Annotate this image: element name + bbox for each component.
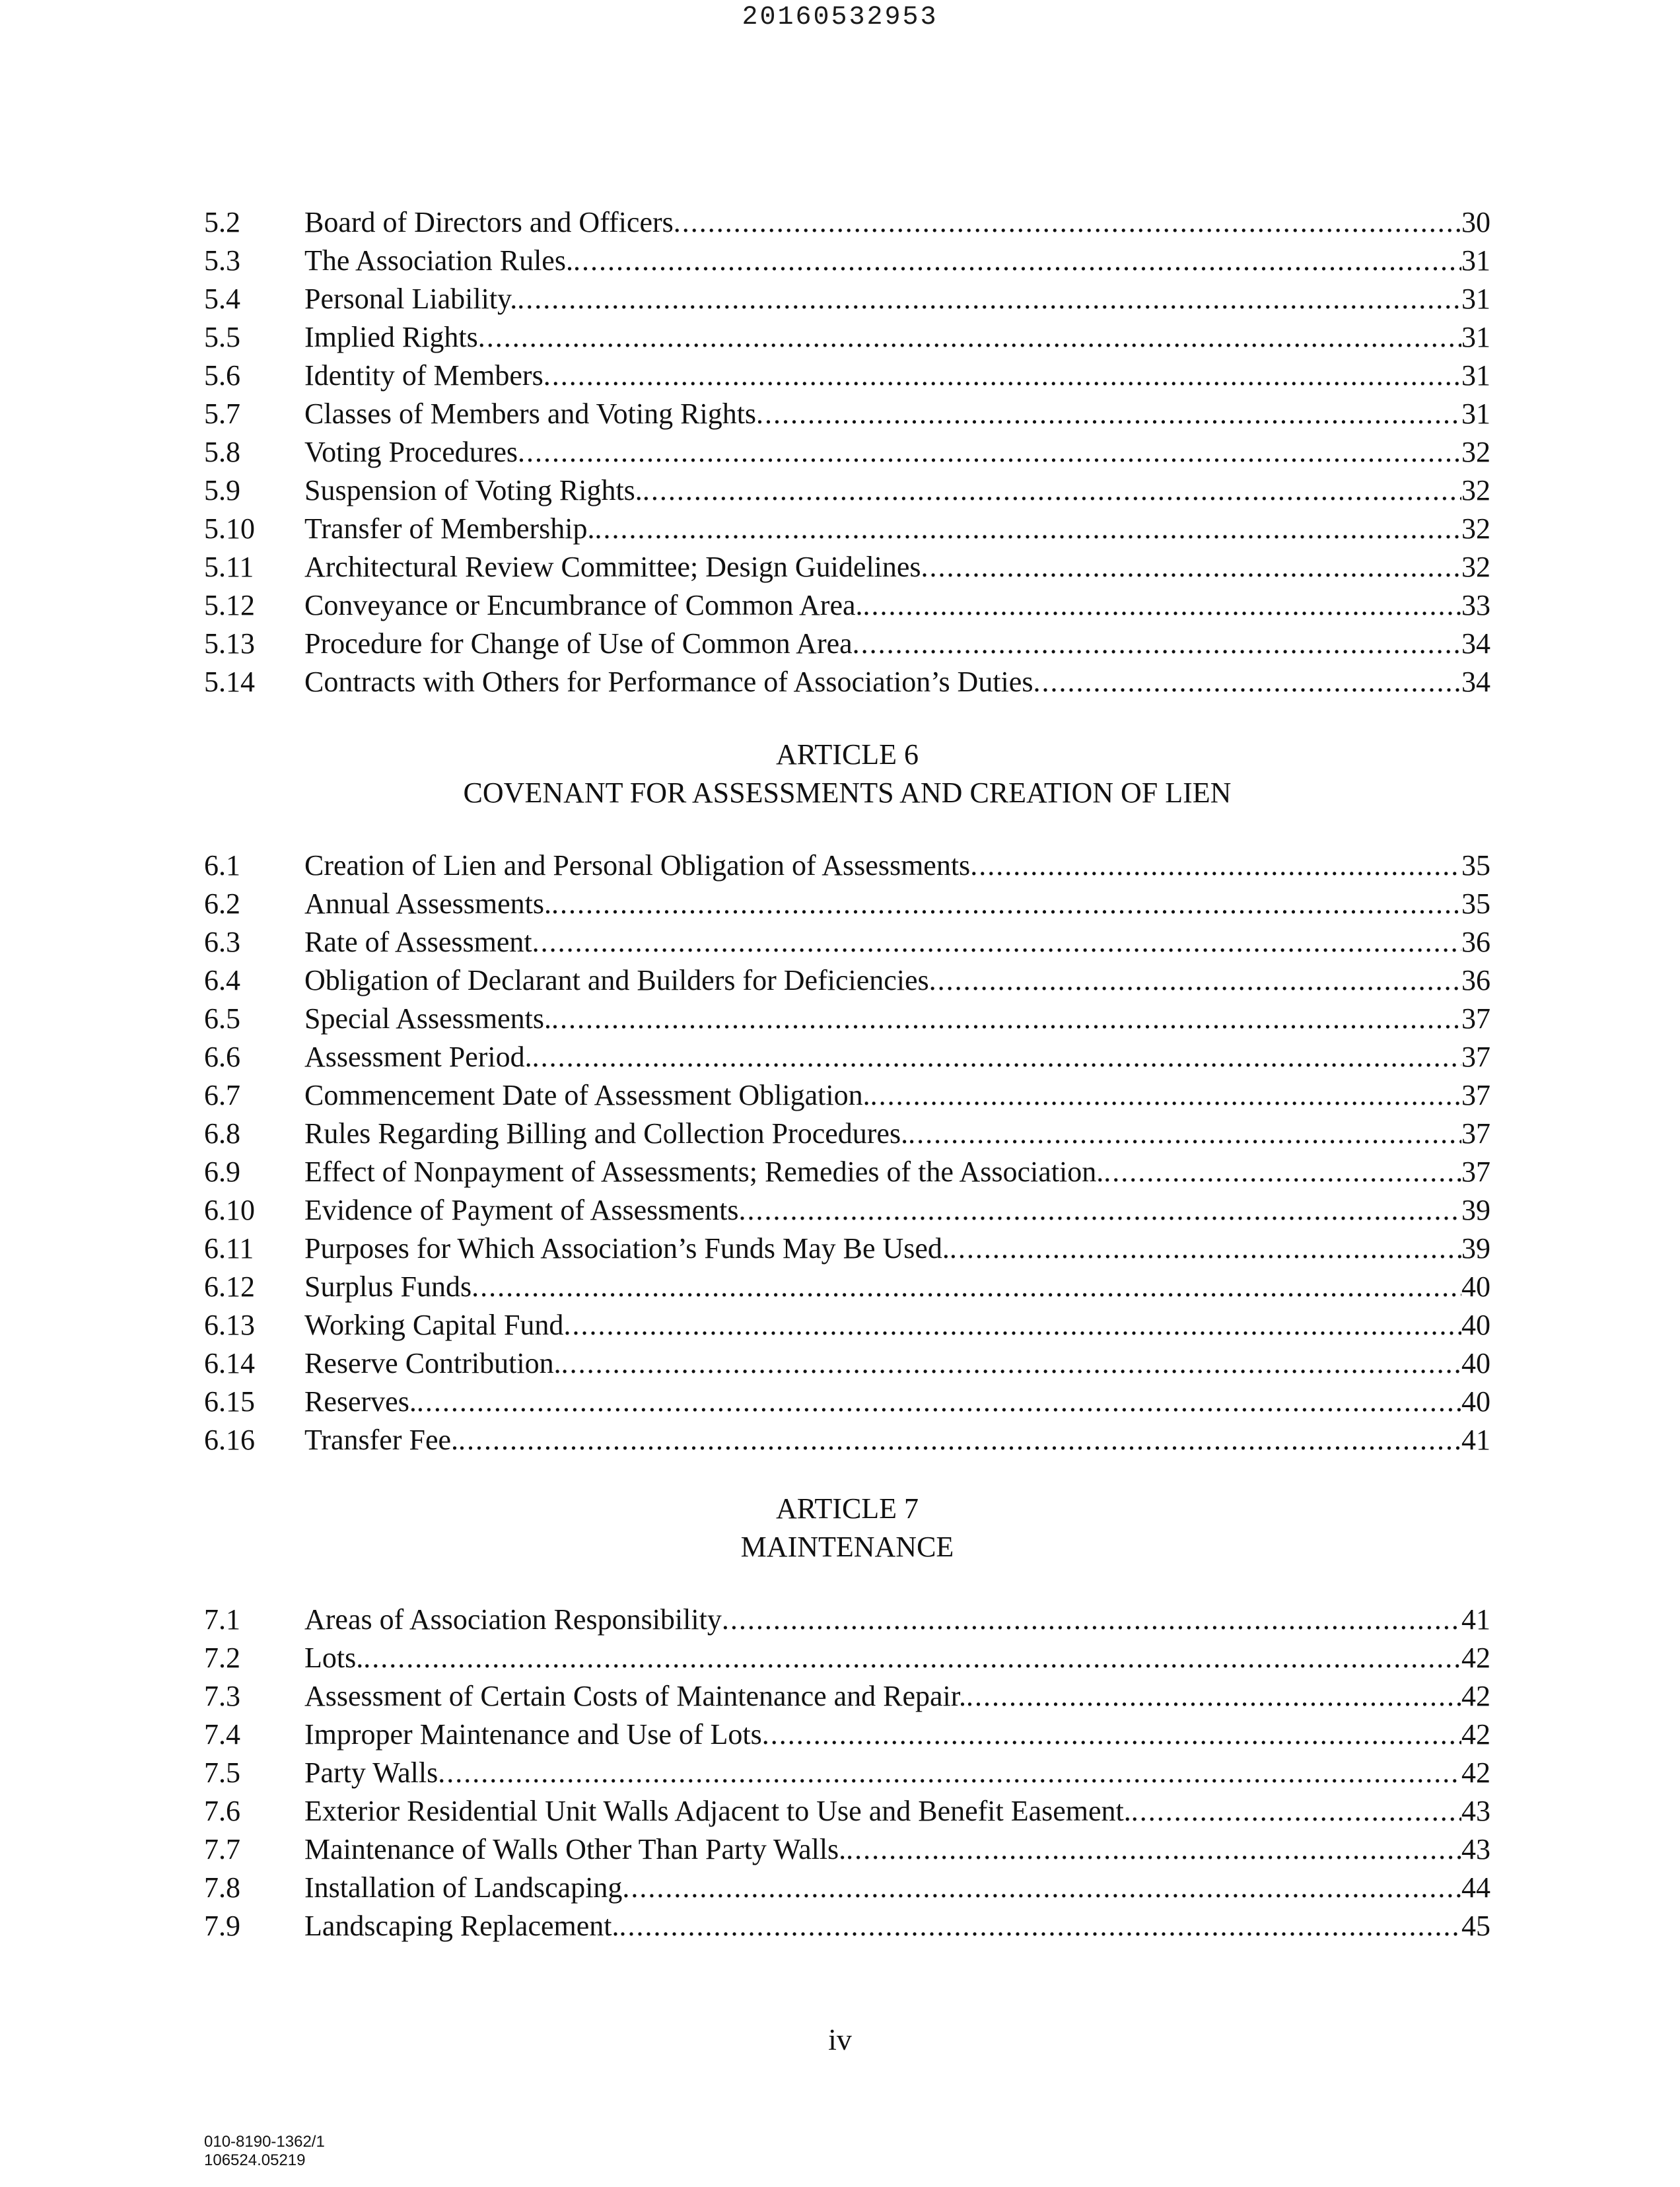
toc-entry-number: 6.8 (204, 1117, 240, 1150)
toc-leader-dots (970, 847, 1461, 885)
toc-entry (204, 242, 1490, 280)
toc-entry-page: 41 (1461, 1424, 1490, 1456)
toc-entry-page: 43 (1461, 1795, 1490, 1827)
toc-article-7 (204, 1601, 1490, 1945)
toc-entry (204, 1421, 1490, 1459)
toc-entry-page: 45 (1461, 1910, 1490, 1942)
toc-entry-title: Rules Regarding Billing and Collection Procedures. (304, 1117, 909, 1150)
toc-entry-title: Voting Procedures (304, 436, 518, 468)
toc-entry-number: 5.7 (204, 398, 240, 430)
toc-entry (204, 510, 1490, 548)
toc-entry-number: 6.11 (204, 1232, 254, 1265)
toc-entry-page: 31 (1461, 283, 1490, 315)
toc-entry-number: 7.9 (204, 1910, 240, 1942)
toc-entry-page: 32 (1461, 474, 1490, 506)
toc-entry-number: 6.14 (204, 1347, 255, 1379)
doc-id-line-2: 106524.05219 (204, 2151, 306, 2169)
toc-entry-page: 30 (1461, 206, 1490, 238)
toc-leader-dots (643, 471, 1461, 510)
toc-entry (204, 1792, 1490, 1830)
toc-entry-title: Implied Rights (304, 321, 478, 353)
toc-entry-number: 7.1 (204, 1603, 240, 1636)
toc-entry-title: Evidence of Payment of Assessments (304, 1194, 739, 1226)
toc-leader-dots (1103, 1153, 1461, 1191)
toc-leader-dots (619, 1907, 1461, 1945)
toc-entry-number: 6.15 (204, 1385, 255, 1418)
toc-leader-dots (517, 280, 1461, 318)
toc-entry-title: Effect of Nonpayment of Assessments; Remedies of the Association. (304, 1156, 1104, 1188)
toc-leader-dots (722, 1601, 1461, 1639)
toc-leader-dots (478, 318, 1461, 357)
toc-entry-title: Improper Maintenance and Use of Lots (304, 1718, 762, 1751)
toc-entry-title: Conveyance or Encumbrance of Common Area. (304, 589, 863, 621)
toc-article-6 (204, 847, 1490, 1459)
toc-entry-number: 5.9 (204, 474, 240, 506)
toc-entry-page: 33 (1461, 589, 1490, 621)
toc-entry-page: 35 (1461, 849, 1490, 882)
toc-entry-number: 5.8 (204, 436, 240, 468)
toc-entry-page: 44 (1461, 1871, 1490, 1904)
toc-leader-dots (738, 1191, 1461, 1230)
toc-entry-page: 31 (1461, 359, 1490, 392)
toc-entry (204, 395, 1490, 433)
toc-entry-page: 37 (1461, 1117, 1490, 1150)
toc-entry-title: Purposes for Which Association’s Funds May Be Used. (304, 1232, 950, 1265)
article-6-label: ARTICLE 6 (775, 738, 919, 771)
toc-entry-page: 39 (1461, 1194, 1490, 1226)
toc-entry-number: 5.13 (204, 627, 255, 660)
document-ids (204, 2133, 325, 2170)
toc-entry (204, 847, 1490, 885)
toc-entry-number: 7.8 (204, 1871, 240, 1904)
toc-entry-number: 5.12 (204, 589, 255, 621)
toc-entry-title: Transfer Fee. (304, 1424, 458, 1456)
toc-entry-page: 37 (1461, 1002, 1490, 1035)
toc-entry-page: 34 (1461, 627, 1490, 660)
toc-entry (204, 1153, 1490, 1191)
toc-entry (204, 961, 1490, 1000)
article-7-label: ARTICLE 7 (775, 1492, 919, 1525)
toc-entry-number: 6.3 (204, 926, 240, 958)
toc-entry-number: 7.6 (204, 1795, 240, 1827)
toc-entry-number: 7.2 (204, 1642, 240, 1674)
toc-entry-number: 7.3 (204, 1680, 240, 1712)
toc-entry-title: Assessment Period. (304, 1041, 532, 1073)
toc-entry-page: 43 (1461, 1833, 1490, 1865)
toc-leader-dots (532, 923, 1461, 961)
toc-leader-dots (438, 1754, 1461, 1792)
toc-entry (204, 1869, 1490, 1907)
toc-entry-title: Identity of Members (304, 359, 543, 392)
toc-entry-page: 36 (1461, 964, 1490, 996)
toc-entry-number: 6.7 (204, 1079, 240, 1111)
toc-entry (204, 471, 1490, 510)
toc-leader-dots (966, 1677, 1461, 1716)
toc-entry (204, 1639, 1490, 1677)
toc-leader-dots (595, 510, 1461, 548)
toc-leader-dots (762, 1716, 1461, 1754)
toc-entry-page: 40 (1461, 1347, 1490, 1379)
toc-entry-number: 5.4 (204, 283, 240, 315)
toc-entry-title: Surplus Funds (304, 1270, 472, 1303)
toc-entry-page: 40 (1461, 1270, 1490, 1303)
toc-leader-dots (551, 885, 1461, 923)
toc-entry-page: 35 (1461, 887, 1490, 920)
toc-entry-title: Architectural Review Committee; Design Guidelines (304, 551, 921, 583)
toc-entry-number: 6.9 (204, 1156, 240, 1188)
toc-entry-page: 42 (1461, 1718, 1490, 1751)
toc-entry-number: 5.5 (204, 321, 240, 353)
article-6-heading (204, 736, 1490, 812)
toc-entry (204, 357, 1490, 395)
toc-leader-dots (622, 1869, 1461, 1907)
toc-entry (204, 1230, 1490, 1268)
toc-leader-dots (532, 1038, 1461, 1076)
toc-entry-page: 37 (1461, 1079, 1490, 1111)
toc-entry (204, 318, 1490, 357)
toc-section-5 (204, 203, 1490, 701)
toc-entry (204, 548, 1490, 586)
toc-entry (204, 1907, 1490, 1945)
toc-entry-page: 31 (1461, 321, 1490, 353)
toc-entry-page: 39 (1461, 1232, 1490, 1265)
toc-entry-title: Maintenance of Walls Other Than Party Walls. (304, 1833, 847, 1865)
toc-entry-number: 6.16 (204, 1424, 255, 1456)
toc-entry (204, 1754, 1490, 1792)
toc-entry-number: 6.12 (204, 1270, 255, 1303)
toc-entry (204, 280, 1490, 318)
article-6-title: COVENANT FOR ASSESSMENTS AND CREATION OF LIEN (463, 777, 1232, 809)
page-number: iv (828, 2023, 852, 2056)
toc-entry-page: 32 (1461, 512, 1490, 545)
toc-leader-dots (543, 357, 1461, 395)
toc-entry-title: Annual Assessments. (304, 887, 551, 920)
toc-entry-page: 40 (1461, 1385, 1490, 1418)
toc-entry-title: Board of Directors and Officers (304, 206, 674, 238)
toc-entry-page: 34 (1461, 666, 1490, 698)
toc-entry-number: 7.5 (204, 1756, 240, 1789)
toc-leader-dots (561, 1344, 1461, 1383)
toc-entry-title: Special Assessments. (304, 1002, 551, 1035)
toc-leader-dots (1131, 1792, 1461, 1830)
toc-entry-number: 6.6 (204, 1041, 240, 1073)
toc-leader-dots (573, 242, 1461, 280)
toc-leader-dots (472, 1268, 1461, 1306)
toc-entry (204, 203, 1490, 242)
toc-entry (204, 586, 1490, 625)
toc-entry-title: Creation of Lien and Personal Obligation of Assessments (304, 849, 971, 882)
toc-entry-number: 5.10 (204, 512, 255, 545)
toc-entry (204, 1677, 1490, 1716)
toc-entry (204, 885, 1490, 923)
toc-entry-number: 6.4 (204, 964, 240, 996)
toc-entry-title: Landscaping Replacement. (304, 1910, 619, 1942)
toc-entry-page: 31 (1461, 398, 1490, 430)
toc-entry (204, 1268, 1490, 1306)
toc-entry-number: 6.5 (204, 1002, 240, 1035)
toc-entry-number: 5.14 (204, 666, 255, 698)
toc-entry-title: Reserves. (304, 1385, 417, 1418)
toc-entry-title: Classes of Members and Voting Rights (304, 398, 757, 430)
toc-leader-dots (458, 1421, 1461, 1459)
toc-entry (204, 1115, 1490, 1153)
toc-leader-dots (363, 1639, 1461, 1677)
toc-entry-number: 5.2 (204, 206, 240, 238)
toc-entry (204, 1383, 1490, 1421)
toc-entry-number: 6.10 (204, 1194, 255, 1226)
toc-entry-page: 31 (1461, 244, 1490, 277)
toc-entry (204, 1306, 1490, 1344)
toc-entry-page: 42 (1461, 1642, 1490, 1674)
toc-entry-title: The Association Rules. (304, 244, 573, 277)
toc-leader-dots (756, 395, 1461, 433)
doc-id-line-1: 010-8190-1362/1 (204, 2133, 325, 2151)
toc-entry-title: Installation of Landscaping (304, 1871, 623, 1904)
toc-leader-dots (674, 203, 1461, 242)
toc-leader-dots (870, 1076, 1461, 1115)
toc-entry-title: Suspension of Voting Rights. (304, 474, 643, 506)
toc-entry (204, 625, 1490, 663)
toc-leader-dots (853, 625, 1461, 663)
toc-entry-title: Assessment of Certain Costs of Maintenance and Repair. (304, 1680, 967, 1712)
toc-entry-title: Working Capital Fund (304, 1309, 564, 1341)
toc-entry (204, 1076, 1490, 1115)
toc-leader-dots (551, 1000, 1461, 1038)
toc-entry (204, 1716, 1490, 1754)
article-7-title: MAINTENANCE (740, 1531, 954, 1563)
toc-entry-page: 36 (1461, 926, 1490, 958)
toc-leader-dots (921, 548, 1461, 586)
toc-entry-title: Transfer of Membership. (304, 512, 595, 545)
toc-entry-title: Obligation of Declarant and Builders for Deficiencies (304, 964, 929, 996)
toc-entry (204, 663, 1490, 701)
toc-entry-title: Areas of Association Responsibility (304, 1603, 722, 1636)
toc-entry-page: 37 (1461, 1041, 1490, 1073)
toc-leader-dots (863, 586, 1462, 625)
toc-entry-number: 7.7 (204, 1833, 240, 1865)
toc-entry-title: Lots. (304, 1642, 364, 1674)
toc-entry-number: 5.3 (204, 244, 240, 277)
toc-entry-number: 6.2 (204, 887, 240, 920)
toc-entry (204, 1830, 1490, 1869)
toc-entry-number: 6.13 (204, 1309, 255, 1341)
toc-leader-dots (950, 1230, 1461, 1268)
toc-entry (204, 1038, 1490, 1076)
toc-entry-number: 6.1 (204, 849, 240, 882)
toc-entry-number: 7.4 (204, 1718, 240, 1751)
toc-leader-dots (929, 961, 1461, 1000)
toc-entry-title: Contracts with Others for Performance of Association’s Duties (304, 666, 1033, 698)
toc-entry (204, 1344, 1490, 1383)
toc-entry-title: Party Walls (304, 1756, 438, 1789)
toc-leader-dots (846, 1830, 1461, 1869)
toc-entry-number: 5.6 (204, 359, 240, 392)
toc-leader-dots (1033, 663, 1461, 701)
toc-entry-title: Procedure for Change of Use of Common Area (304, 627, 853, 660)
toc-entry-title: Personal Liability. (304, 283, 518, 315)
toc-entry (204, 433, 1490, 471)
toc-entry-title: Rate of Assessment (304, 926, 532, 958)
toc-entry-title: Exterior Residential Unit Walls Adjacent to Use and Benefit Easement. (304, 1795, 1131, 1827)
toc-entry (204, 923, 1490, 961)
toc-entry-page: 41 (1461, 1603, 1490, 1636)
toc-entry-page: 40 (1461, 1309, 1490, 1341)
toc-leader-dots (908, 1115, 1461, 1153)
toc-leader-dots (518, 433, 1461, 471)
toc-leader-dots (417, 1383, 1461, 1421)
toc-entry-page: 42 (1461, 1680, 1490, 1712)
document-number: 20160532953 (742, 3, 938, 32)
toc-leader-dots (563, 1306, 1461, 1344)
toc-entry-page: 42 (1461, 1756, 1490, 1789)
toc-entry-page: 32 (1461, 436, 1490, 468)
toc-entry-title: Reserve Contribution. (304, 1347, 561, 1379)
toc-entry-page: 37 (1461, 1156, 1490, 1188)
toc-entry (204, 1000, 1490, 1038)
toc-entry-title: Commencement Date of Assessment Obligation. (304, 1079, 870, 1111)
toc-entry (204, 1191, 1490, 1230)
article-7-heading (204, 1490, 1490, 1566)
toc-entry-page: 32 (1461, 551, 1490, 583)
toc-entry-number: 5.11 (204, 551, 254, 583)
toc-entry (204, 1601, 1490, 1639)
